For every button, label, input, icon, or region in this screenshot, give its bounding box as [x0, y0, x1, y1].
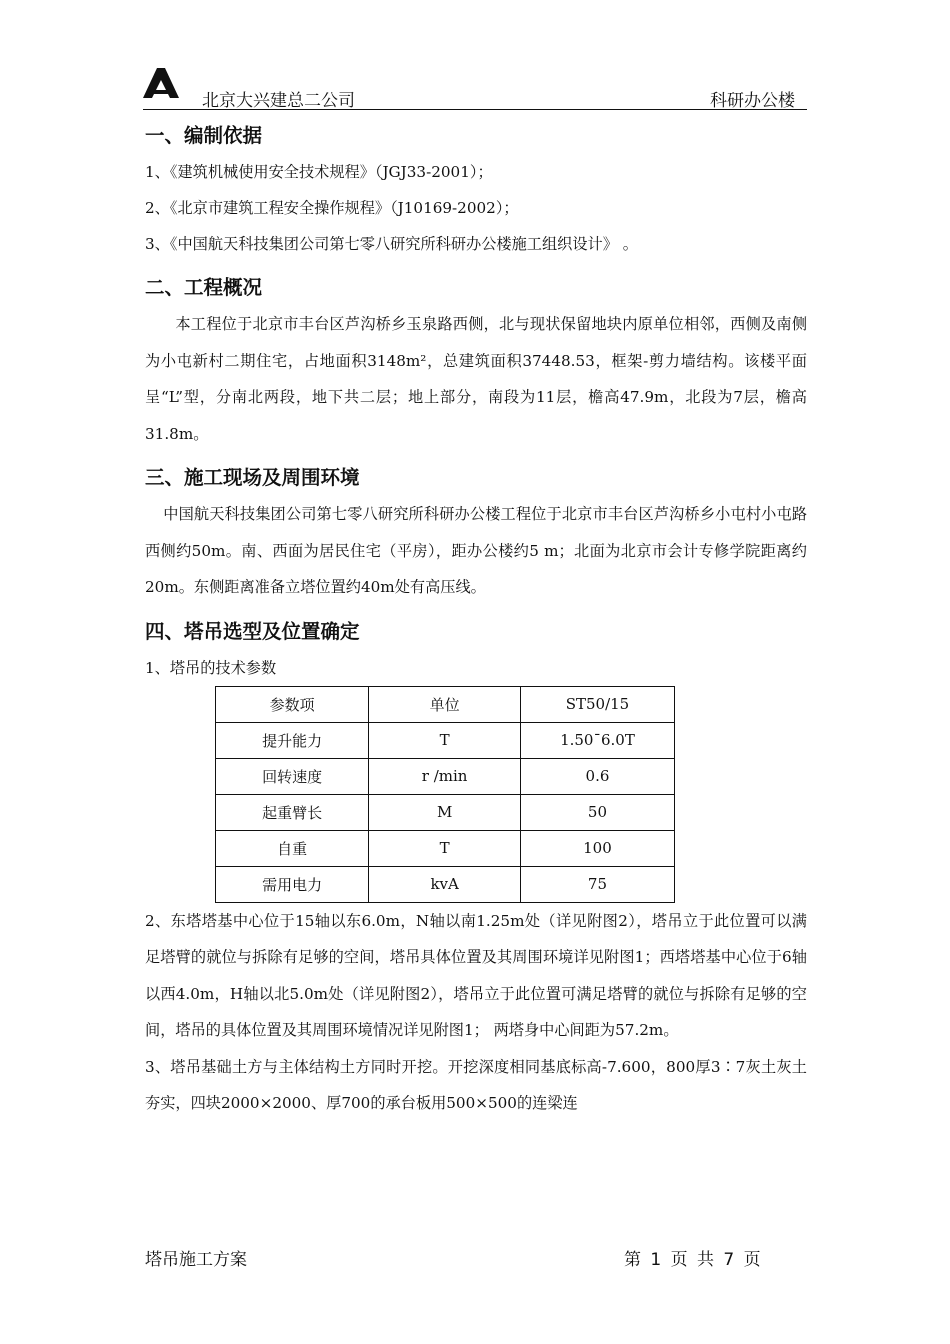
table-cell: 起重臂长	[216, 794, 369, 830]
crane-position-paragraph: 2、东塔塔基中心位于15轴以东6.0m，N轴以南1.25m处（详见附图2），塔吊立于此位置可以满足塔臂的就位与拆除有足够的空间，塔吊具体位置及其周围环境详见附图1；西塔塔基中心位于6轴以西4.0m，H轴以北5.0m处（详见附图2），塔吊立于此位置可满足塔臂的就位与拆除有足够的空间，塔吊的具体位置及其周围环境情况详见附图1； 两塔身中心间距为57.2m。	[145, 911, 807, 1039]
table-cell: r /min	[369, 758, 521, 794]
basis-item-3: 3、《中国航天科技集团公司第七零八研究所科研办公楼施工组织设计》 。	[145, 235, 638, 253]
table-cell: 0.6	[520, 758, 674, 794]
crane-foundation-paragraph: 3、塔吊基础土方与主体结构土方同时开挖。开挖深度相同基底标高-7.600，800厚3∶7灰土灰土夯实，四块2000×2000、厚700的承台板用500×500的连梁连	[145, 1057, 807, 1112]
footer-doc-title: 塔吊施工方案	[145, 1250, 247, 1270]
section-title-site: 三、施工现场及周围环境	[145, 466, 360, 489]
table-cell: T	[369, 830, 521, 866]
basis-item-1: 1、《建筑机械使用安全技术规程》（JGJ33-2001）；	[145, 163, 493, 181]
section-title-basis: 一、编制依据	[145, 124, 263, 147]
header-project: 科研办公楼	[710, 91, 795, 111]
table-cell: M	[369, 794, 521, 830]
company-logo-icon	[143, 68, 179, 98]
table-header-cell: 参数项	[216, 686, 369, 722]
table-cell: 50	[520, 794, 674, 830]
header-divider	[143, 109, 807, 110]
basis-item-2: 2、《北京市建筑工程安全操作规程》（J10169-2002）；	[145, 199, 519, 217]
crane-params-heading: 1、塔吊的技术参数	[145, 658, 277, 677]
table-cell: 自重	[216, 830, 369, 866]
table-row	[216, 830, 675, 866]
table-cell: T	[369, 722, 521, 758]
table-row	[216, 722, 675, 758]
footer-page-info: 第 1 页 共 7 页	[624, 1250, 761, 1270]
crane-params-table	[215, 686, 675, 903]
table-cell: 提升能力	[216, 722, 369, 758]
table-cell: kvA	[369, 866, 521, 902]
table-cell: 100	[520, 830, 674, 866]
document-body	[145, 118, 807, 1122]
table-cell: 回转速度	[216, 758, 369, 794]
table-header-cell: ST50/15	[520, 686, 674, 722]
table-cell: 1.50¯6.0T	[520, 722, 674, 758]
table-cell: 75	[520, 866, 674, 902]
overview-paragraph: 本工程位于北京市丰台区芦沟桥乡玉泉路西侧，北与现状保留地块内原单位相邻，西侧及南侧为小屯新村二期住宅，占地面积3148m²，总建筑面积37448.53，框架-剪力墙结构。该楼平面呈“L”型，分南北两段，地下共二层；地上部分，南段为11层，檐高47.9m，北段为7层，檐高31.8m。	[145, 315, 807, 443]
table-row	[216, 866, 675, 902]
section-title-crane: 四、塔吊选型及位置确定	[145, 619, 360, 643]
table-header-cell: 单位	[369, 686, 521, 722]
table-row	[216, 794, 675, 830]
table-cell: 需用电力	[216, 866, 369, 902]
table-row	[216, 758, 675, 794]
header-company: 北京大兴建总二公司	[202, 91, 355, 111]
table-header-row	[216, 686, 675, 722]
section-title-overview: 二、工程概况	[145, 276, 263, 299]
site-paragraph: 中国航天科技集团公司第七零八研究所科研办公楼工程位于北京市丰台区芦沟桥乡小屯村小屯路西侧约50m。南、西面为居民住宅（平房），距办公楼约5 m；北面为北京市会计专修学院距离约20m。东侧距离准备立塔位置约40m处有高压线。	[145, 505, 807, 596]
